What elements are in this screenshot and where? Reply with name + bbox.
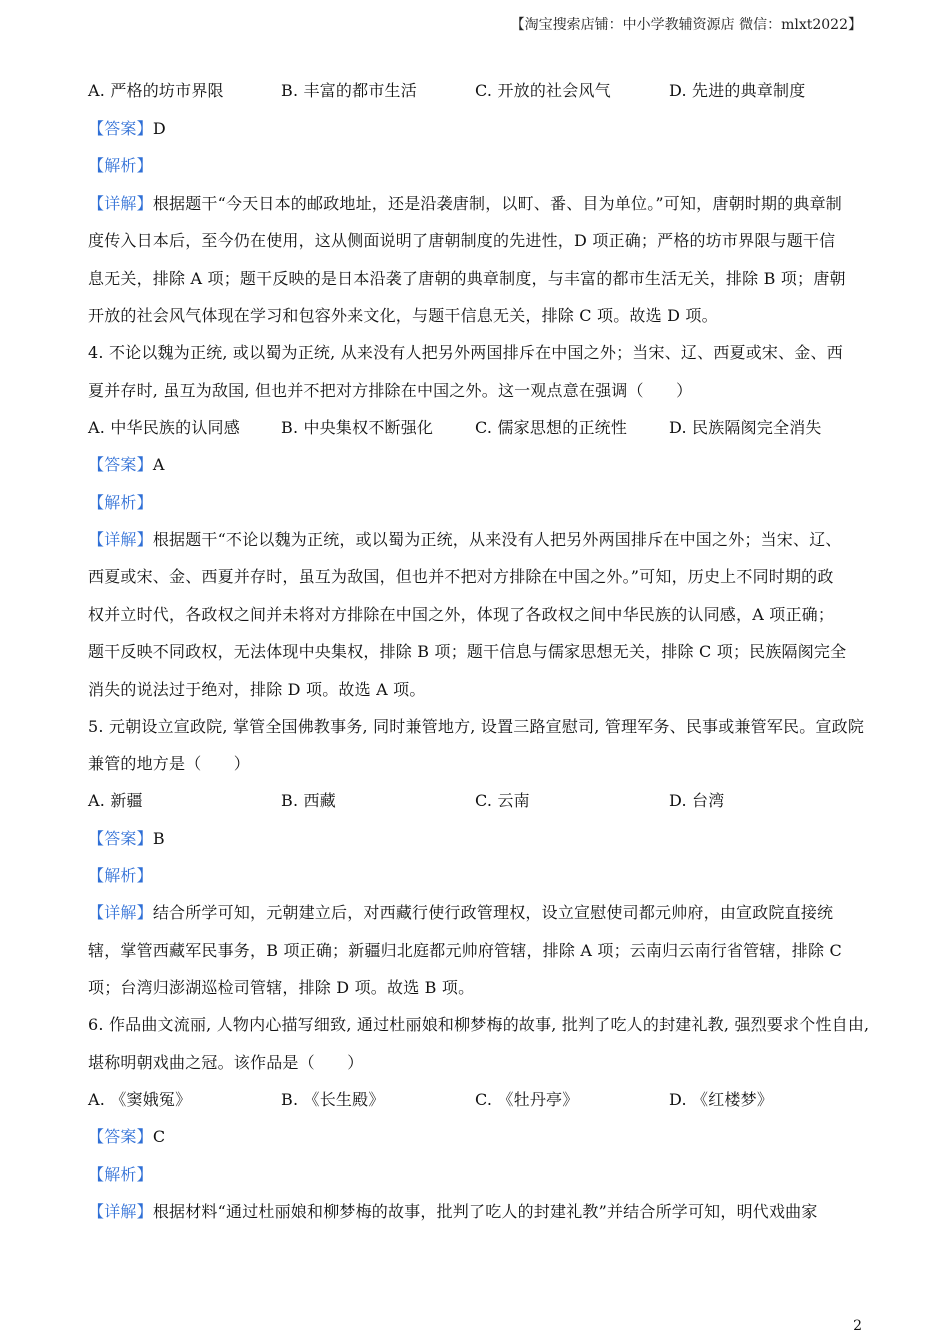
option-b: B. 丰富的都市生活 bbox=[281, 81, 417, 100]
detail-tag: 【详解】 bbox=[88, 903, 153, 922]
option-c: C. 云南 bbox=[475, 791, 530, 810]
option-d: D. 先进的典章制度 bbox=[669, 81, 806, 100]
analysis-tag: 【解析】 bbox=[88, 156, 153, 175]
option-a: A. 中华民族的认同感 bbox=[88, 418, 240, 437]
detail-line: 度传入日本后，至今仍在使用，这从侧面说明了唐朝制度的先进性，D 项正确；严格的坊市界限与题干信 bbox=[88, 231, 836, 250]
analysis-line bbox=[88, 156, 153, 176]
header-note: 【淘宝搜索店铺：中小学教辅资源店 微信：mlxt2022】 bbox=[510, 17, 862, 33]
detail-line: 消失的说法过于绝对，排除 D 项。故选 A 项。 bbox=[88, 680, 426, 699]
answer-line bbox=[88, 1127, 165, 1147]
answer-line bbox=[88, 455, 165, 475]
detail-tag: 【详解】 bbox=[88, 530, 153, 549]
option-a: A. 《窦娥冤》 bbox=[88, 1090, 192, 1109]
answer-value: D bbox=[152, 119, 166, 138]
question-4-stem: 夏并存时, 虽互为敌国, 但也并不把对方排除在中国之外。这一观点意在强调（ ） bbox=[88, 381, 693, 400]
detail-line: 西夏或宋、金、西夏并存时，虽互为敌国，但也并不把对方排除在中国之外。”可知，历史上不同时期的政 bbox=[88, 567, 834, 586]
detail-line: 【详解】根据材料“通过杜丽娘和柳梦梅的故事，批判了吃人的封建礼教”并结合所学可知，明代戏曲家 bbox=[88, 1202, 818, 1221]
detail-line: 权并立时代，各政权之间并未将对方排除在中国之外，体现了各政权之间中华民族的认同感，A 项正确； bbox=[88, 605, 835, 624]
answer-line bbox=[88, 119, 166, 139]
detail-line: 辖，掌管西藏军民事务，B 项正确；新疆归北庭都元帅府管辖，排除 A 项；云南归云南行省管辖，排除 C bbox=[88, 941, 842, 960]
option-c: C. 《牡丹亭》 bbox=[475, 1090, 579, 1109]
analysis-tag: 【解析】 bbox=[88, 493, 153, 512]
option-c: C. 儒家思想的正统性 bbox=[475, 418, 628, 437]
detail-line: 【详解】根据题干“不论以魏为正统，或以蜀为正统，从来没有人把另外两国排斥在中国之外；当宋、辽、 bbox=[88, 530, 842, 549]
detail-line: 开放的社会风气体现在学习和包容外来文化，与题干信息无关，排除 C 项。故选 D 项。 bbox=[88, 306, 718, 325]
answer-value: B bbox=[152, 829, 165, 848]
analysis-tag: 【解析】 bbox=[88, 866, 153, 885]
option-a: A. 新疆 bbox=[88, 791, 143, 810]
answer-line bbox=[88, 829, 165, 849]
option-b: B. 中央集权不断强化 bbox=[281, 418, 434, 437]
answer-value: C bbox=[152, 1127, 166, 1146]
detail-line: 项；台湾归澎湖巡检司管辖，排除 D 项。故选 B 项。 bbox=[88, 978, 475, 997]
detail-line: 题干反映不同政权，无法体现中央集权，排除 B 项；题干信息与儒家思想无关，排除 C 项；民族隔阂完全 bbox=[88, 642, 847, 661]
question-6-stem: 6. 作品曲文流丽, 人物内心描写细致, 通过杜丽娘和柳梦梅的故事, 批判了吃人的封建礼教, 强烈要求个性自由, bbox=[88, 1015, 870, 1034]
detail-line: 息无关，排除 A 项；题干反映的是日本沿袭了唐朝的典章制度，与丰富的都市生活无关，排除 B 项；唐朝 bbox=[88, 269, 846, 288]
answer-value: A bbox=[152, 455, 165, 474]
analysis-line bbox=[88, 1165, 153, 1185]
answer-tag: 【答案】 bbox=[88, 829, 153, 848]
option-a: A. 严格的坊市界限 bbox=[88, 81, 224, 100]
analysis-tag: 【解析】 bbox=[88, 1165, 153, 1184]
question-5-stem: 兼管的地方是（ ） bbox=[88, 754, 251, 773]
answer-tag: 【答案】 bbox=[88, 1127, 153, 1146]
detail-tag: 【详解】 bbox=[88, 194, 153, 213]
option-d: D. 台湾 bbox=[669, 791, 725, 810]
analysis-line bbox=[88, 493, 153, 513]
option-b: B. 西藏 bbox=[281, 791, 336, 810]
option-d: D. 《红楼梦》 bbox=[669, 1090, 774, 1109]
detail-tag: 【详解】 bbox=[88, 1202, 153, 1221]
question-5-stem: 5. 元朝设立宣政院, 掌管全国佛教事务, 同时兼管地方, 设置三路宣慰司, 管理军务、民事或兼管军民。宣政院 bbox=[88, 717, 865, 736]
analysis-line bbox=[88, 866, 153, 886]
option-c: C. 开放的社会风气 bbox=[475, 81, 611, 100]
page-number: 2 bbox=[853, 1318, 862, 1334]
question-6-stem: 堪称明朝戏曲之冠。该作品是（ ） bbox=[88, 1053, 364, 1072]
question-4-stem: 4. 不论以魏为正统, 或以蜀为正统, 从来没有人把另外两国排斥在中国之外；当宋、辽、西夏或宋、金、西 bbox=[88, 343, 843, 362]
answer-tag: 【答案】 bbox=[88, 119, 153, 138]
detail-line: 【详解】结合所学可知，元朝建立后，对西藏行使行政管理权，设立宣慰使司都元帅府，由宣政院直接统 bbox=[88, 903, 834, 922]
option-b: B. 《长生殿》 bbox=[281, 1090, 385, 1109]
answer-tag: 【答案】 bbox=[88, 455, 153, 474]
detail-line: 【详解】根据题干“今天日本的邮政地址，还是沿袭唐制，以町、番、目为单位。”可知，唐朝时期的典章制 bbox=[88, 194, 842, 213]
option-d: D. 民族隔阂完全消失 bbox=[669, 418, 822, 437]
